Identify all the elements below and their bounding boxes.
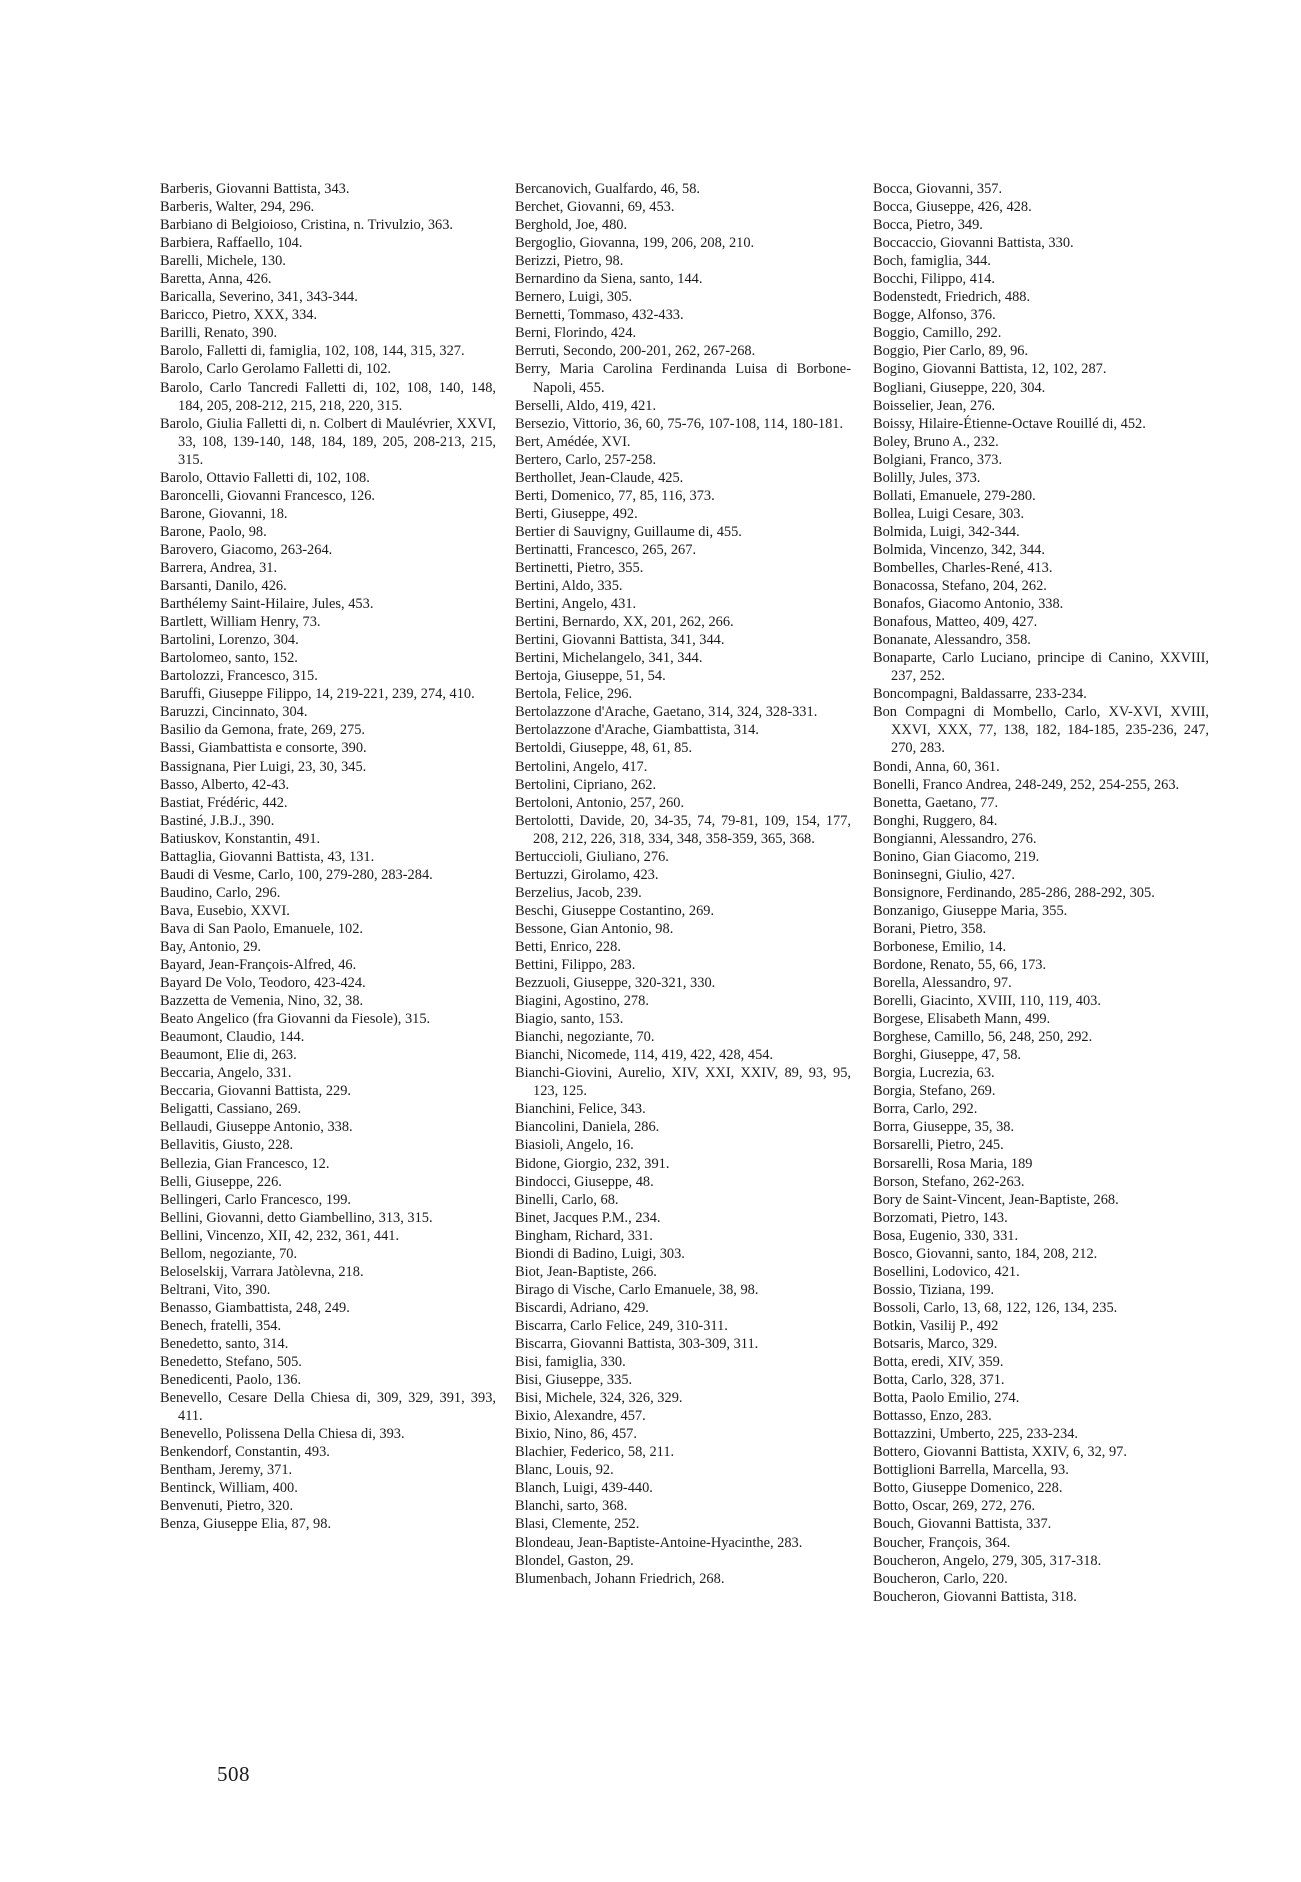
index-entry: Boucheron, Giovanni Battista, 318. (873, 1588, 1077, 1605)
index-entry: Bocchi, Filippo, 414. (873, 271, 995, 288)
index-entry: Berry, Maria Carolina Ferdinanda Luisa di Borbone-Napoli, 455. (515, 361, 851, 396)
index-entry: Bianchi-Giovini, Aurelio, XIV, XXI, XXIV, 89, 93, 95, 123, 125. (515, 1065, 851, 1100)
index-entry: Barrera, Andrea, 31. (160, 559, 278, 576)
index-entry: Blasi, Clemente, 252. (515, 1516, 640, 1533)
index-entry: Bastiat, Frédéric, 442. (160, 794, 288, 811)
index-entry: Beccaria, Giovanni Battista, 229. (160, 1083, 352, 1100)
index-entry: Bersezio, Vittorio, 36, 60, 75-76, 107-108, 114, 180-181. (515, 415, 844, 432)
index-entry: Bonafous, Matteo, 409, 427. (873, 614, 1038, 631)
index-entry: Bixio, Alexandre, 457. (515, 1408, 646, 1425)
index-entry: Bonetta, Gaetano, 77. (873, 794, 999, 811)
index-entry: Beschi, Giuseppe Costantino, 269. (515, 902, 715, 919)
index-entry: Benvenuti, Pietro, 320. (160, 1498, 294, 1515)
index-entry: Benedetto, Stefano, 505. (160, 1354, 302, 1371)
index-entry: Benza, Giuseppe Elia, 87, 98. (160, 1516, 332, 1533)
index-entry: Barolo, Falletti di, famiglia, 102, 108, 144, 315, 327. (160, 343, 465, 360)
index-entry: Borra, Carlo, 292. (873, 1101, 978, 1118)
index-column-3 (873, 180, 1209, 1606)
index-entry: Bixio, Nino, 86, 457. (515, 1426, 637, 1443)
index-entry: Basilio da Gemona, frate, 269, 275. (160, 722, 366, 739)
index-entry: Bertuccioli, Giuliano, 276. (515, 848, 669, 865)
index-entry: Barolo, Ottavio Falletti di, 102, 108. (160, 469, 370, 486)
index-entry: Berizzi, Pietro, 98. (515, 253, 624, 270)
index-entry: Boley, Bruno A., 232. (873, 433, 999, 450)
index-entry: Bernardino da Siena, santo, 144. (515, 271, 703, 288)
index-entry: Berselli, Aldo, 419, 421. (515, 397, 657, 414)
index-entry: Barolo, Carlo Gerolamo Falletti di, 102. (160, 361, 392, 378)
index-entry: Beaumont, Elie di, 263. (160, 1047, 297, 1064)
index-entry: Boucheron, Angelo, 279, 305, 317-318. (873, 1552, 1102, 1569)
index-entry: Barelli, Michele, 130. (160, 253, 286, 270)
index-entry: Bert, Amédée, XVI. (515, 433, 631, 450)
index-entry: Boncompagni, Baldassarre, 233-234. (873, 686, 1087, 703)
index-entry: Botta, eredi, XIV, 359. (873, 1354, 1004, 1371)
index-entry: Bertolini, Cipriano, 262. (515, 776, 657, 793)
index-column-2 (515, 180, 851, 1588)
index-entry: Borsarelli, Pietro, 245. (873, 1137, 1004, 1154)
index-entry: Baudino, Carlo, 296. (160, 884, 281, 901)
index-entry: Bondi, Anna, 60, 361. (873, 758, 1000, 775)
index-entry: Bastiné, J.B.J., 390. (160, 812, 275, 829)
index-entry: Bentinck, William, 400. (160, 1480, 298, 1497)
index-entry: Bocca, Pietro, 349. (873, 217, 983, 234)
index-entry: Borra, Giuseppe, 35, 38. (873, 1119, 1015, 1136)
index-entry: Bertolazzone d'Arache, Gaetano, 314, 324, 328-331. (515, 704, 818, 721)
index-entry: Bonino, Gian Giacomo, 219. (873, 848, 1040, 865)
index-entry: Bonanate, Alessandro, 358. (873, 632, 1031, 649)
index-entry: Benevello, Polissena Della Chiesa di, 393. (160, 1426, 405, 1443)
index-entry: Barbiera, Raffaello, 104. (160, 235, 303, 252)
index-entry: Biancolini, Daniela, 286. (515, 1119, 660, 1136)
index-column-1 (160, 180, 496, 1534)
index-entry: Bertier di Sauvigny, Guillaume di, 455. (515, 523, 742, 540)
index-entry: Bocca, Giovanni, 357. (873, 181, 1003, 197)
index-entry: Bollea, Luigi Cesare, 303. (873, 505, 1025, 522)
index-entry: Blondeau, Jean-Baptiste-Antoine-Hyacinthe, 283. (515, 1534, 803, 1551)
index-entry: Bisi, famiglia, 330. (515, 1354, 626, 1371)
index-entry: Borzomati, Pietro, 143. (873, 1209, 1008, 1226)
index-entry: Baruzzi, Cincinnato, 304. (160, 704, 308, 721)
index-entry: Barbiano di Belgioioso, Cristina, n. Trivulzio, 363. (160, 217, 454, 234)
index-entry: Bassi, Giambattista e consorte, 390. (160, 740, 367, 757)
index-entry: Bertoja, Giuseppe, 51, 54. (515, 668, 666, 685)
index-entry: Beltrani, Vito, 390. (160, 1281, 271, 1298)
index-entry: Bellom, negoziante, 70. (160, 1245, 298, 1262)
index-entry: Borelli, Giacinto, XVIII, 110, 119, 403. (873, 993, 1101, 1010)
index-entry: Barsanti, Danilo, 426. (160, 578, 287, 595)
index-entry: Berchet, Giovanni, 69, 453. (515, 199, 675, 216)
index-entry: Borgia, Stefano, 269. (873, 1083, 996, 1100)
index-entry: Bonafos, Giacomo Antonio, 338. (873, 596, 1064, 613)
index-entry: Binelli, Carlo, 68. (515, 1191, 619, 1208)
index-entry: Blachier, Federico, 58, 211. (515, 1444, 675, 1461)
index-entry: Bernetti, Tommaso, 432-433. (515, 307, 684, 324)
index-entry: Bayard De Volo, Teodoro, 423-424. (160, 975, 366, 992)
index-entry: Bellezia, Gian Francesco, 12. (160, 1155, 330, 1172)
index-entry: Berti, Domenico, 77, 85, 116, 373. (515, 487, 715, 504)
index-entry: Biot, Jean-Baptiste, 266. (515, 1263, 657, 1280)
index-entry: Baricco, Pietro, XXX, 334. (160, 307, 318, 324)
index-entry: Bertini, Angelo, 431. (515, 596, 637, 613)
index-entry: Botto, Oscar, 269, 272, 276. (873, 1498, 1036, 1515)
index-entry: Borsarelli, Rosa Maria, 189 (873, 1155, 1033, 1172)
index-entry: Botta, Carlo, 328, 371. (873, 1372, 1005, 1389)
index-entry: Bellini, Giovanni, detto Giambellino, 313, 315. (160, 1209, 433, 1226)
index-entry: Bonaparte, Carlo Luciano, principe di Canino, XXVIII, 237, 252. (873, 650, 1209, 685)
index-entry: Boissy, Hilaire-Étienne-Octave Rouillé di, 452. (873, 415, 1146, 432)
index-entry: Borbonese, Emilio, 14. (873, 938, 1007, 955)
index-entry: Bertero, Carlo, 257-258. (515, 451, 657, 468)
index-entry: Bava, Eusebio, XXVI. (160, 902, 290, 919)
index-entry: Boggio, Pier Carlo, 89, 96. (873, 343, 1029, 360)
index-entry: Beaumont, Claudio, 144. (160, 1029, 305, 1046)
index-entry: Benedetto, santo, 314. (160, 1336, 289, 1352)
index-entry: Biscarra, Giovanni Battista, 303-309, 311. (515, 1336, 759, 1352)
index-entry: Bertolotti, Davide, 20, 34-35, 74, 79-81, 109, 154, 177, 208, 212, 226, 318, 334, 348, 358-359, 365, 368. (515, 812, 851, 847)
index-entry: Borani, Pietro, 358. (873, 920, 987, 937)
index-entry: Baudi di Vesme, Carlo, 100, 279-280, 283-284. (160, 866, 433, 883)
index-entry: Bisi, Giuseppe, 335. (515, 1372, 633, 1389)
index-entry: Blondel, Gaston, 29. (515, 1552, 634, 1569)
index-entry: Bertini, Bernardo, XX, 201, 262, 266. (515, 614, 734, 631)
index-entry: Baricalla, Severino, 341, 343-344. (160, 289, 358, 306)
index-entry: Biagio, santo, 153. (515, 1011, 624, 1028)
index-entry: Bezzuoli, Giuseppe, 320-321, 330. (515, 975, 716, 992)
index-entry: Bianchini, Felice, 343. (515, 1101, 646, 1118)
index-entry: Bianchi, Nicomede, 114, 419, 422, 428, 454. (515, 1047, 774, 1064)
index-entry: Bombelles, Charles-René, 413. (873, 559, 1053, 576)
index-entry: Bodenstedt, Friedrich, 488. (873, 289, 1031, 306)
index-entry: Binet, Jacques P.M., 234. (515, 1209, 661, 1226)
index-entry: Berruti, Secondo, 200-201, 262, 267-268. (515, 343, 756, 360)
index-entry: Bordone, Renato, 55, 66, 173. (873, 957, 1047, 974)
index-entry: Botkin, Vasilij P., 492 (873, 1317, 999, 1334)
index-entry: Biscarra, Carlo Felice, 249, 310-311. (515, 1317, 728, 1334)
index-entry: Bertini, Giovanni Battista, 341, 344. (515, 632, 725, 649)
index-entry: Berti, Giuseppe, 492. (515, 505, 638, 522)
index-entry: Betti, Enrico, 228. (515, 938, 621, 955)
index-entry: Bianchi, negoziante, 70. (515, 1029, 655, 1046)
index-entry: Beligatti, Cassiano, 269. (160, 1101, 302, 1118)
index-entry: Boisselier, Jean, 276. (873, 397, 996, 414)
index-entry: Bentham, Jeremy, 371. (160, 1462, 293, 1479)
index-entry: Bonelli, Franco Andrea, 248-249, 252, 254-255, 263. (873, 776, 1180, 793)
index-entry: Belli, Giuseppe, 226. (160, 1173, 282, 1190)
index-entry: Bertoloni, Antonio, 257, 260. (515, 794, 685, 811)
index-entry: Birago di Vische, Carlo Emanuele, 38, 98. (515, 1281, 759, 1298)
index-entry: Barone, Giovanni, 18. (160, 505, 288, 522)
index-entry: Benevello, Cesare Della Chiesa di, 309, 329, 391, 393, 411. (160, 1390, 496, 1425)
index-entry: Barone, Paolo, 98. (160, 523, 267, 540)
index-entry: Bellingeri, Carlo Francesco, 199. (160, 1191, 352, 1208)
index-entry: Baretta, Anna, 426. (160, 271, 272, 288)
index-entry: Borghi, Giuseppe, 47, 58. (873, 1047, 1022, 1064)
index-entry: Bossio, Tiziana, 199. (873, 1281, 995, 1298)
index-entry: Basso, Alberto, 42-43. (160, 776, 290, 793)
index-entry: Bartolozzi, Francesco, 315. (160, 668, 318, 685)
index-entry: Bava di San Paolo, Emanuele, 102. (160, 920, 364, 937)
index-entry: Boccaccio, Giovanni Battista, 330. (873, 235, 1074, 252)
index-entry: Beloselskij, Varrara Jatòlevna, 218. (160, 1263, 364, 1280)
index-entry: Beato Angelico (fra Giovanni da Fiesole), 315. (160, 1011, 431, 1028)
index-entry: Biagini, Agostino, 278. (515, 993, 649, 1010)
index-entry: Bottero, Giovanni Battista, XXIV, 6, 32, 97. (873, 1444, 1127, 1461)
index-entry: Berzelius, Jacob, 239. (515, 884, 642, 901)
index-entry: Botta, Paolo Emilio, 274. (873, 1390, 1020, 1407)
index-entry: Botto, Giuseppe Domenico, 228. (873, 1480, 1063, 1497)
index-entry: Bertola, Felice, 296. (515, 686, 633, 703)
index-entry: Bon Compagni di Mombello, Carlo, XV-XVI, XVIII, XXVI, XXX, 77, 138, 182, 184-185, 235-236, 247, 270, 283. (873, 704, 1209, 757)
index-entry: Bisi, Michele, 324, 326, 329. (515, 1390, 683, 1407)
index-entry: Bossoli, Carlo, 13, 68, 122, 126, 134, 235. (873, 1299, 1118, 1316)
index-entry: Bolmida, Vincenzo, 342, 344. (873, 541, 1045, 558)
index-entry: Boucheron, Carlo, 220. (873, 1570, 1008, 1587)
index-entry: Barilli, Renato, 390. (160, 325, 278, 342)
index-entry: Bellini, Vincenzo, XII, 42, 232, 361, 441. (160, 1227, 400, 1244)
index-entry: Bollati, Emanuele, 279-280. (873, 487, 1036, 504)
index-entry: Bartlett, William Henry, 73. (160, 614, 321, 631)
index-entry: Borghese, Camillo, 56, 248, 250, 292. (873, 1029, 1093, 1046)
index-entry: Bertoldi, Giuseppe, 48, 61, 85. (515, 740, 693, 757)
index-entry: Berghold, Joe, 480. (515, 217, 628, 234)
index-entry: Bongianni, Alessandro, 276. (873, 830, 1037, 847)
index-entry: Berni, Florindo, 424. (515, 325, 637, 342)
index-entry: Baroncelli, Giovanni Francesco, 126. (160, 487, 376, 504)
index-entry: Bonzanigo, Giuseppe Maria, 355. (873, 902, 1068, 919)
index-entry: Bettini, Filippo, 283. (515, 957, 636, 974)
index-entry: Bottiglioni Barrella, Marcella, 93. (873, 1462, 1069, 1479)
index-entry: Battaglia, Giovanni Battista, 43, 131. (160, 848, 375, 865)
index-entry: Bonacossa, Stefano, 204, 262. (873, 578, 1047, 595)
index-entry: Bocca, Giuseppe, 426, 428. (873, 199, 1032, 216)
index-entry: Borgese, Elisabeth Mann, 499. (873, 1011, 1051, 1028)
index-entry: Benkendorf, Constantin, 493. (160, 1444, 330, 1461)
index-entry: Bergoglio, Giovanna, 199, 206, 208, 210. (515, 235, 755, 252)
index-entry: Bogino, Giovanni Battista, 12, 102, 287. (873, 361, 1107, 378)
index-entry: Boucher, François, 364. (873, 1534, 1011, 1551)
index-entry: Bertini, Aldo, 335. (515, 578, 623, 595)
index-entry: Blanchi, sarto, 368. (515, 1498, 628, 1515)
index-entry: Benedicenti, Paolo, 136. (160, 1372, 302, 1389)
index-entry: Bonsignore, Ferdinando, 285-286, 288-292, 305. (873, 884, 1155, 901)
index-entry: Bertini, Michelangelo, 341, 344. (515, 650, 703, 667)
index-entry: Bernero, Luigi, 305. (515, 289, 633, 306)
index-entry: Bory de Saint-Vincent, Jean-Baptiste, 268. (873, 1191, 1119, 1208)
index-entry: Bertolazzone d'Arache, Giambattista, 314. (515, 722, 759, 739)
index-entry: Bertolini, Angelo, 417. (515, 758, 648, 775)
page-number: 508 (217, 1762, 250, 1786)
index-entry: Bolilly, Jules, 373. (873, 469, 981, 486)
index-entry: Blanch, Luigi, 439-440. (515, 1480, 653, 1497)
index-entry: Bonghi, Ruggero, 84. (873, 812, 998, 829)
index-entry: Borgia, Lucrezia, 63. (873, 1065, 995, 1082)
index-entry: Bazzetta de Vemenia, Nino, 32, 38. (160, 993, 364, 1010)
index-entry: Botsaris, Marco, 329. (873, 1336, 998, 1352)
index-entry: Barolo, Giulia Falletti di, n. Colbert di Maulévrier, XXVI, 33, 108, 139-140, 148, 184, 189, 205, 208-213, 215, 315. (160, 415, 496, 468)
index-entry: Barthélemy Saint-Hilaire, Jules, 453. (160, 596, 374, 613)
index-entry: Bosa, Eugenio, 330, 331. (873, 1227, 1019, 1244)
index-entry: Blumenbach, Johann Friedrich, 268. (515, 1570, 725, 1587)
index-entry: Bindocci, Giuseppe, 48. (515, 1173, 654, 1190)
index-entry: Bosellini, Lodovico, 421. (873, 1263, 1020, 1280)
index-entry: Bottazzini, Umberto, 225, 233-234. (873, 1426, 1079, 1443)
index-entry: Boggio, Camillo, 292. (873, 325, 1002, 342)
index-entry: Bay, Antonio, 29. (160, 938, 262, 955)
index-entry: Bertuzzi, Girolamo, 423. (515, 866, 659, 883)
index-entry: Batiuskov, Konstantin, 491. (160, 830, 321, 847)
index-entry: Boninsegni, Giulio, 427. (873, 866, 1015, 883)
index-entry: Borella, Alessandro, 97. (873, 975, 1012, 992)
index-entry: Bidone, Giorgio, 232, 391. (515, 1155, 670, 1172)
index-entry: Borson, Stefano, 262-263. (873, 1173, 1025, 1190)
index-entry: Bartolomeo, santo, 152. (160, 650, 298, 667)
index-entry: Barovero, Giacomo, 263-264. (160, 541, 333, 558)
index-entry: Bosco, Giovanni, santo, 184, 208, 212. (873, 1245, 1098, 1262)
index-entry: Barberis, Walter, 294, 296. (160, 199, 315, 216)
index-entry: Biondi di Badino, Luigi, 303. (515, 1245, 685, 1262)
index-entry: Blanc, Louis, 92. (515, 1462, 614, 1479)
index-entry: Benech, fratelli, 354. (160, 1317, 282, 1334)
index-entry: Bogge, Alfonso, 376. (873, 307, 996, 324)
index-entry: Benasso, Giambattista, 248, 249. (160, 1299, 350, 1316)
index-entry: Bolgiani, Franco, 373. (873, 451, 1003, 468)
index-entry: Bogliani, Giuseppe, 220, 304. (873, 379, 1046, 396)
index-entry: Bingham, Richard, 331. (515, 1227, 653, 1244)
index-entry: Bayard, Jean-François-Alfred, 46. (160, 957, 357, 974)
index-entry: Bercanovich, Gualfardo, 46, 58. (515, 181, 701, 197)
index-entry: Berthollet, Jean-Claude, 425. (515, 469, 684, 486)
index-entry: Bertinatti, Francesco, 265, 267. (515, 541, 697, 558)
index-entry: Bolmida, Luigi, 342-344. (873, 523, 1020, 540)
index-entry: Biasioli, Angelo, 16. (515, 1137, 634, 1154)
index-entry: Baruffi, Giuseppe Filippo, 14, 219-221, 239, 274, 410. (160, 686, 475, 703)
index-entry: Biscardi, Adriano, 429. (515, 1299, 649, 1316)
index-entry: Bellaudi, Giuseppe Antonio, 338. (160, 1119, 353, 1136)
index-entry: Barolo, Carlo Tancredi Falletti di, 102, 108, 140, 148, 184, 205, 208-212, 215, 218, 220, 315. (160, 379, 496, 414)
index-entry: Bottasso, Enzo, 283. (873, 1408, 992, 1425)
index-entry: Barberis, Giovanni Battista, 343. (160, 181, 350, 197)
index-entry: Bassignana, Pier Luigi, 23, 30, 345. (160, 758, 367, 775)
index-entry: Bellavitis, Giusto, 228. (160, 1137, 294, 1154)
index-entry: Bertinetti, Pietro, 355. (515, 559, 644, 576)
index-entry: Bessone, Gian Antonio, 98. (515, 920, 674, 937)
index-entry: Boch, famiglia, 344. (873, 253, 991, 270)
index-entry: Beccaria, Angelo, 331. (160, 1065, 292, 1082)
index-entry: Bartolini, Lorenzo, 304. (160, 632, 299, 649)
index-entry: Bouch, Giovanni Battista, 337. (873, 1516, 1052, 1533)
